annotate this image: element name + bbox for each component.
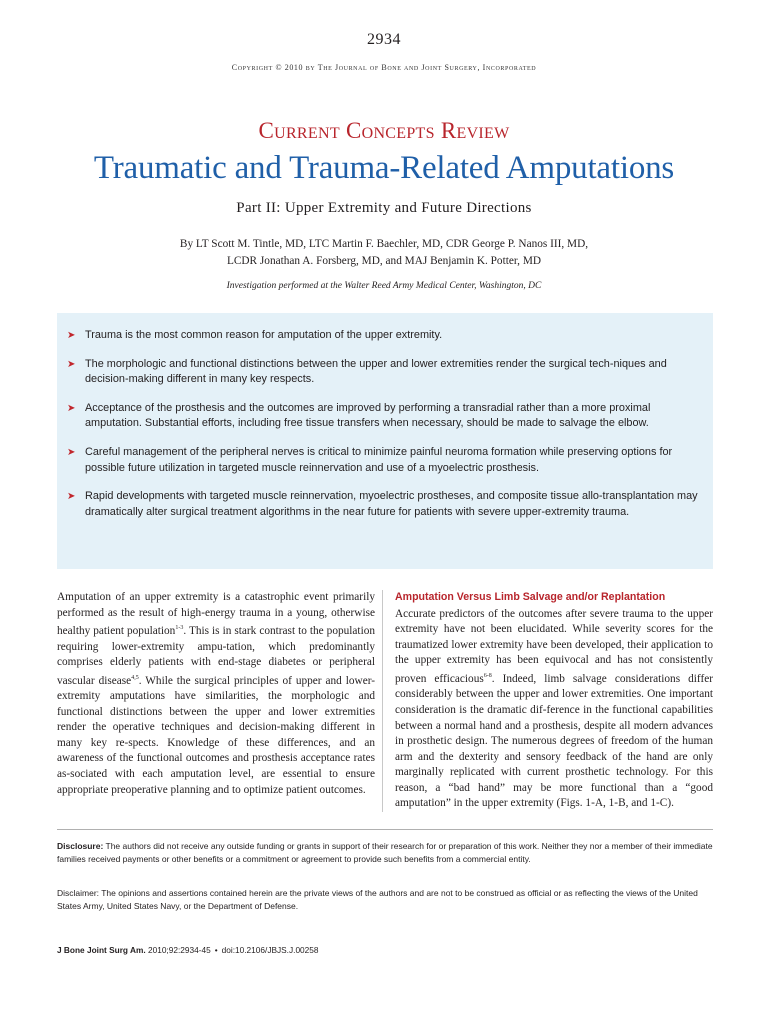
body-text: Amputation of an upper extremity is a catastrophic event primarily performed as the result of high-energy trauma in a young, otherwise healthy patient population: [57, 591, 375, 637]
body-text: Accurate predictors of the outcomes after severe trauma to the upper extremity have not been elucidated. While severity scores for the traumatized lower extremity have been developed, their application to the upper extremity has been equivocal and has not consistently proven efficacious: [395, 607, 713, 685]
author-line: LCDR Jonathan A. Forsberg, MD, and MAJ Benjamin K. Potter, MD: [226, 255, 542, 267]
key-point: [67, 328, 699, 344]
institution-note: Investigation performed at the Walter Reed Army Medical Center, Washington, DC: [226, 281, 542, 291]
article-subtitle: Part II: Upper Extremity and Future Directions: [236, 200, 532, 216]
arrow-right-icon: ➤: [67, 491, 76, 503]
doi-link[interactable]: doi:10.2106/JBJS.J.00258: [221, 945, 319, 955]
key-point: [67, 489, 699, 520]
arrow-right-icon: ➤: [67, 402, 76, 414]
author-list: [0, 236, 768, 270]
body-text: . While the surgical principles of upper and lower-extremity amputations have similarities, the morphologic and functional distinctions between the upper and lower extremities render the operative techniques and decision-making different in many key re-spects. Knowledge of these differences, and an awareness of the functional outcomes and prosthesis acceptance rates as-sociated with each amputation level, are essential to ensure appropriate preoperative planning and to optimize patient outcomes.: [57, 674, 375, 796]
arrow-right-icon: ➤: [67, 330, 76, 341]
footer-divider: [57, 829, 713, 830]
separator-dot: •: [214, 945, 218, 955]
reference-superscript[interactable]: 1-3: [175, 625, 184, 632]
key-point-text: The morphologic and functional distinctions between the upper and lower extremities render the surgical tech-niques and decision-making different in many key respects.: [85, 357, 667, 386]
key-point-text: Careful management of the peripheral nerves is critical to minimize painful neuroma formation while preserving options for possible future utilization in targeted muscle reinnervation and use of a myoelectric prosthesis.: [85, 445, 673, 474]
author-line: By LT Scott M. Tintle, MD, LTC Martin F. Baechler, MD, CDR George P. Nanos III, MD,: [179, 238, 589, 250]
disclosure-note: [57, 840, 713, 865]
article-title: Traumatic and Trauma-Related Amputations: [93, 150, 675, 186]
body-text: . This is in stark contrast to the population requiring lower-extremity ampu-tation, which predominantly comprises elderly patients with end-stage diabetes or peripheral vascular disease: [57, 624, 376, 687]
disclaimer-note: Disclaimer: The opinions and assertions contained herein are the private views of the authors and are not to be construed as official or as reflecting the views of the United States Army, United States Navy, or the Department of Defense.: [57, 888, 698, 911]
journal-name: J Bone Joint Surg Am.: [57, 945, 146, 955]
reference-superscript[interactable]: 6-8: [483, 672, 492, 679]
body-text: . Indeed, limb salvage considerations differ considerably between the upper and lower extremities. One important consideration is the dramatic dif-ference in the functional capabilities between a normal hand and a prosthesis, despite all modern advances in prosthetic design. The numerous degrees of freedom of the human arm and the dexterity and sensory feedback of the hand are only marginally replicated with current prosthetic technology. For this reason, a “bad hand” may be more functional than a “good amputation” in the upper extremity (Figs. 1-A, 1-B, and 1-C).: [395, 672, 713, 810]
key-point: [67, 357, 699, 388]
key-point-text: Trauma is the most common reason for amputation of the upper extremity.: [85, 329, 443, 341]
key-point-text: Rapid developments with targeted muscle reinnervation, myoelectric prostheses, and composite tissue allo-transplantation may dramatically alter surgical treatment algorithms in the near future for patients with severe upper-extremity trauma.: [85, 490, 698, 518]
section-label: Current Concepts Review: [258, 118, 510, 143]
body-column-right: [395, 590, 713, 812]
reference-superscript[interactable]: 4,5: [131, 674, 139, 681]
disclosure-label: Disclosure:: [57, 841, 104, 851]
arrow-right-icon: ➤: [67, 358, 76, 370]
page-number: 2934: [367, 31, 401, 48]
section-heading: Amputation Versus Limb Salvage and/or Replantation: [395, 591, 666, 603]
citation-line: [57, 945, 713, 955]
body-column-left: [57, 590, 375, 798]
key-point: [67, 401, 699, 432]
key-points-box: [57, 313, 713, 569]
key-point-text: Acceptance of the prosthesis and the outcomes are improved by performing a transradial rather than a more proximal amputation. Substantial efforts, including free tissue transfers when necessary, should be made to salvage the elbow.: [85, 401, 651, 430]
arrow-right-icon: ➤: [67, 446, 76, 458]
citation-info: 2010;92:2934-45: [145, 945, 211, 955]
key-point: [67, 445, 699, 476]
disclosure-text: The authors did not receive any outside funding or grants in support of their research for or preparation of this work. Neither they nor a member of their immediate families received payments or other benefits or a commitment or agreement to provide such benefits from a commercial entity.: [57, 841, 713, 864]
copyright-line: Copyright © 2010 by The Journal of Bone and Joint Surgery, Incorporated: [231, 63, 537, 72]
column-divider: [382, 590, 383, 812]
